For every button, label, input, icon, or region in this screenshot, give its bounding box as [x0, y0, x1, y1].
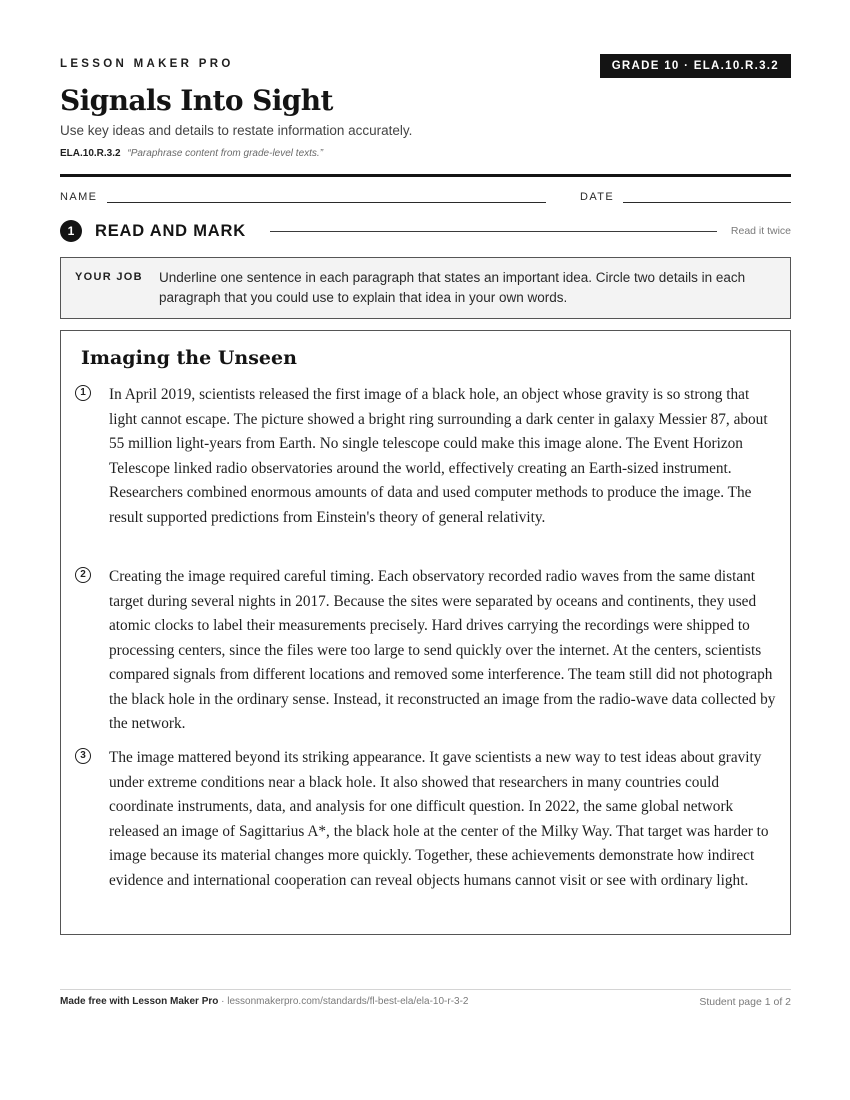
page-indicator: Student page 1 of 2: [699, 996, 791, 1008]
worksheet-subtitle: Use key ideas and details to restate information accurately.: [60, 123, 413, 138]
brand-name: LESSON MAKER PRO: [60, 58, 234, 70]
worksheet-title: Signals Into Sight: [60, 84, 333, 117]
header-divider: [60, 174, 791, 177]
section-note: Read it twice: [730, 225, 791, 237]
section-heading: [60, 220, 791, 242]
section-title: READ AND MARK: [95, 222, 246, 240]
instructions-label: YOUR JOB: [75, 271, 143, 283]
paragraph-text: The image mattered beyond its striking appearance. It gave scientists a new way to test ideas about gravity under extreme conditions near a black hole. It also showed that researchers in many countries could coordinate instruments, data, and analysis for one difficult question. In 2022, the same global network released an image of Sagittarius A*, the black hole at the center of the Milky Way. That target was harder to image because its material changes more quickly. Together, these achievements demonstrate how indirect evidence and international cooperation can reveal objects humans cannot visit or see with ordinary light.: [109, 749, 769, 889]
date-label: DATE: [580, 191, 615, 203]
standard-line: [60, 148, 323, 159]
instructions-text: Underline one sentence in each paragraph that states an important idea. Circle two details in each paragraph that you could use to explain that idea in your own words.: [159, 270, 746, 305]
paragraph-number: 1: [75, 385, 91, 401]
instructions-box: [60, 257, 791, 319]
passage-paragraph: [75, 565, 778, 737]
footer-url: · lessonmakerpro.com/standards/fl-best-ela/ela-10-r-3-2: [218, 996, 469, 1007]
worksheet-page: [60, 0, 791, 1100]
standard-description: “Paraphrase content from grade-level texts.”: [127, 148, 324, 159]
passage-paragraph: [75, 746, 778, 893]
paragraph-text: Creating the image required careful timing. Each observatory recorded radio waves from the same distant target during several nights in 2017. Because the sites were separated by oceans and continents, they used atomic clocks to label their measurements precisely. Hard drives carrying the recordings were shipped to processing centers, since the files were too large to send quickly over the internet. At the centers, scientists compared signals from different locations and removed some interference. The team still did not photograph the black hole in the ordinary sense. Instead, it reconstructed an image from the radio-wave data collected by the network.: [109, 568, 776, 732]
section-number-badge: 1: [60, 220, 82, 242]
name-date-row: [60, 190, 791, 206]
standard-code: ELA.10.R.3.2: [60, 148, 121, 159]
name-label: NAME: [60, 191, 98, 203]
paragraph-number: 2: [75, 567, 91, 583]
name-field[interactable]: [107, 202, 546, 203]
grade-standard-badge: GRADE 10 · ELA.10.R.3.2: [600, 54, 791, 78]
date-field[interactable]: [623, 202, 791, 203]
reading-passage: [60, 330, 791, 935]
section-divider: [270, 231, 717, 232]
passage-title: Imaging the Unseen: [81, 347, 297, 369]
paragraph-number: 3: [75, 748, 91, 764]
passage-paragraph: [75, 383, 778, 530]
paragraph-text: In April 2019, scientists released the first image of a black hole, an object whose gravity is so strong that light cannot escape. The picture showed a bright ring surrounding a dark center in galaxy Messier 87, about 55 million light-years from Earth. No single telescope could make this image alone. The Event Horizon Telescope linked radio observatories around the world, effectively creating an Earth-sized instrument. Researchers combined enormous amounts of data and used computer methods to produce the image. The result supported predictions from Einstein's theory of general relativity.: [109, 386, 768, 526]
footer-divider: [60, 989, 791, 990]
footer-credit: [60, 996, 469, 1007]
footer-brand: Made free with Lesson Maker Pro: [60, 996, 219, 1007]
